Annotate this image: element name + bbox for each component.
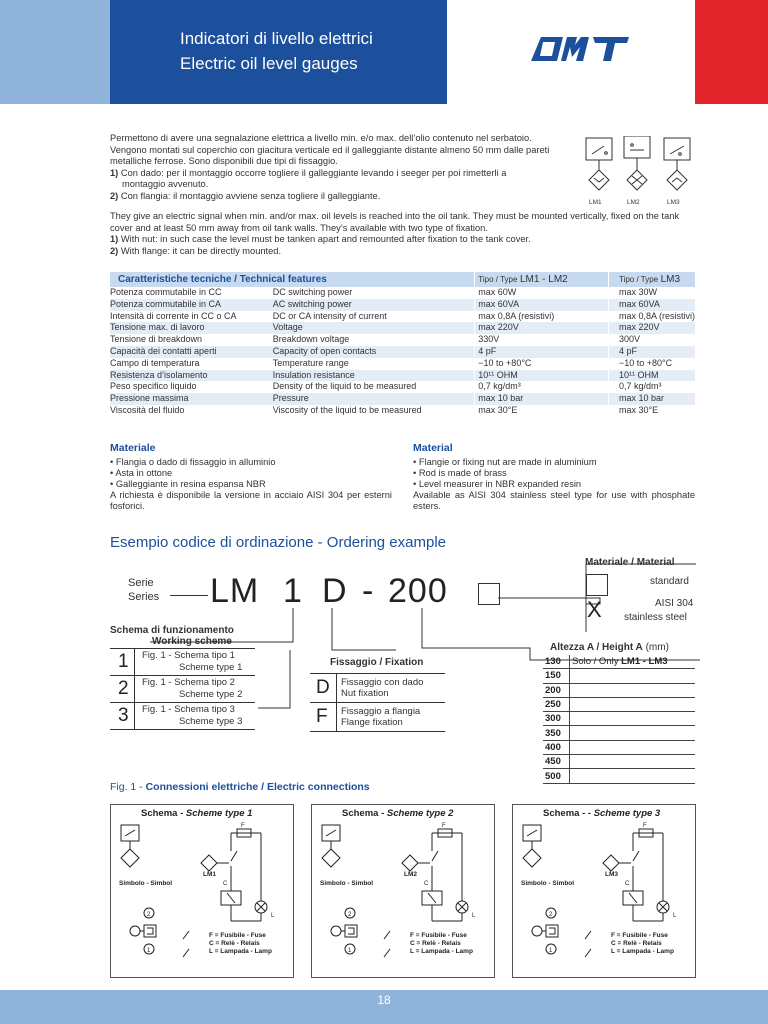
svg-text:2: 2: [549, 912, 553, 918]
features-cell-en: Voltage: [273, 322, 475, 334]
svg-text:F: F: [442, 823, 446, 829]
height-row: [543, 769, 695, 783]
panel-legend: [209, 932, 272, 956]
intro-text: [110, 133, 565, 203]
features-cell-en: AC switching power: [273, 299, 475, 311]
height-value: 300: [543, 712, 570, 726]
scheme-it: Fig. 1 - Schema tipo 3: [142, 704, 235, 715]
level-symbols-icon: [584, 136, 694, 208]
intro-it-1-num: 1): [110, 167, 119, 178]
features-cell-it: Capacità dei contatti aperti: [110, 346, 273, 358]
code-dash: -: [362, 572, 375, 610]
intro-en-2-text: With flange: it can be directly mounted.: [118, 245, 282, 256]
fixation-divider: [336, 703, 337, 731]
serie-label-it: Serie: [128, 577, 154, 589]
height-row: [543, 669, 695, 683]
code-lm: LM: [210, 572, 260, 610]
serie-label-en: Series: [128, 591, 160, 603]
features-cell-lm3: 10¹¹ OHM: [608, 370, 695, 382]
features-cell-lm3: max 30W: [608, 287, 695, 299]
features-cell-en: Capacity of open contacts: [273, 346, 475, 358]
height-note: [570, 683, 696, 697]
height-note: [570, 669, 696, 683]
features-cell-it: Potenza commutabile in CC: [110, 287, 222, 298]
svg-text:C: C: [223, 881, 228, 887]
panel-schema: Schema - -: [543, 808, 594, 819]
features-cell-en: Breakdown voltage: [272, 334, 350, 345]
height-heading-text: Altezza A / Height A: [550, 642, 643, 653]
intro-en: [110, 211, 695, 257]
features-cell-lm3: −10 to +80°C: [608, 358, 695, 370]
code-height: 200: [388, 572, 448, 610]
figure-prefix: Fig. 1 -: [110, 781, 146, 793]
height-value: 350: [543, 726, 570, 740]
svg-text:C: C: [424, 881, 429, 887]
intro-it-2: [110, 191, 565, 203]
height-unit: (mm): [645, 642, 669, 653]
features-cell-en: Temperature range: [272, 357, 349, 368]
svg-text:F: F: [643, 823, 647, 829]
features-cell-it: Resistenza d’isolamento: [110, 370, 273, 382]
intro-en-text: They give an electric signal when min. and/or max. oil levels is reached into the oil tank. They must be mounted vertically, fixed on the tank cover and at least 50 mm away from oil tank walls. They’s available with two type of fixation.: [110, 211, 680, 233]
features-cell-lm12: max 60W: [475, 287, 609, 299]
features-cell-en: Insulation resistance: [273, 370, 475, 382]
svg-text:1: 1: [348, 948, 352, 954]
material-standard-box: [586, 574, 608, 596]
features-cell-en: Density of the liquid to be measured: [272, 381, 417, 392]
height-heading: [550, 642, 669, 653]
material-standard-label: standard: [650, 576, 689, 587]
height-note: [570, 755, 696, 769]
height-value: 400: [543, 740, 570, 754]
features-cell-lm3: max 30°E: [608, 405, 695, 417]
intro-en-1-text: With nut: in such case the level must be tanken apart and remounted after fixation to the tank cover.: [118, 234, 531, 245]
height-note-pre: Solo / Only: [572, 656, 622, 668]
height-row: [543, 655, 695, 669]
features-cell-lm12: max 30°E: [475, 405, 609, 417]
panel-schema: Schema -: [141, 808, 186, 819]
panel-schema: Schema -: [342, 808, 387, 819]
intro-it-1b: montaggio avvenuto.: [122, 179, 209, 190]
height-note-bold: LM1 - LM3: [621, 656, 668, 668]
features-cell-lm3: 0,7 kg/dm³: [608, 381, 695, 393]
fixation-it: Fissaggio a flangia: [341, 706, 421, 717]
omt-logo: [527, 31, 645, 72]
intro-it-1-text: Con dado: per il montaggio occorre togliere il galleggiante levando i seeger per poi rimetterli a: [118, 167, 507, 178]
page-title: [180, 26, 373, 76]
legend-lamp: L = Lampada - Lamp: [209, 948, 272, 955]
materials-en-list: [413, 457, 695, 512]
col-lm3-header: [608, 272, 695, 287]
fixation-heading: Fissaggio / Fixation: [330, 657, 424, 668]
features-cell-it: Pressione massima: [110, 393, 273, 405]
intro-it-2-num: 2): [110, 190, 119, 201]
features-row: [110, 381, 695, 393]
figure-title-text: Connessioni elettriche / Electric connections: [145, 781, 370, 793]
scheme-row-1: [110, 648, 255, 675]
legend-fuse: F = Fusibile - Fuse: [410, 932, 467, 939]
materials-it-heading: Materiale: [110, 442, 156, 454]
scheme-num: 2: [118, 678, 129, 699]
fixation-en: Flange fixation: [341, 717, 403, 728]
scheme-row-3: [110, 702, 255, 730]
svg-text:1: 1: [147, 948, 151, 954]
svg-text:L: L: [271, 913, 275, 919]
intro-en-1-num: 1): [110, 234, 119, 245]
materials-it-item: • Asta in ottone: [110, 468, 173, 478]
height-value: 200: [543, 683, 570, 697]
panel-legend: [611, 932, 674, 956]
level-symbols: [584, 136, 694, 213]
intro-en-1: [110, 234, 695, 246]
height-note: [570, 726, 696, 740]
features-cell-lm3: 300V: [608, 334, 695, 346]
height-table-body: [543, 655, 695, 783]
height-row: [543, 683, 695, 697]
fixation-row-d: [310, 673, 445, 702]
height-value: 250: [543, 697, 570, 711]
materials-en-note: Available as AISI 304 stainless steel type for use with phosphate esters.: [413, 490, 695, 511]
height-row: [543, 697, 695, 711]
svg-text:F: F: [241, 823, 245, 829]
scheme-num: 3: [118, 705, 129, 726]
fixation-list: [310, 673, 445, 732]
features-cell-lm3: max 0,8A (resistivi): [608, 311, 695, 323]
legend-fuse: F = Fusibile - Fuse: [209, 932, 266, 939]
intro-en-2-num: 2): [110, 245, 119, 256]
panel-type: Scheme type 3: [593, 808, 661, 819]
features-row: [110, 311, 695, 323]
features-cell-en: DC or CA intensity of current: [272, 310, 387, 321]
fixation-it: Fissaggio con dado: [341, 677, 424, 688]
height-note: [570, 769, 696, 783]
height-value: 130: [543, 655, 570, 669]
panel-lm-label: LM2: [404, 871, 417, 878]
features-table-body: [110, 287, 695, 417]
col-lm3-label: LM3: [660, 273, 681, 285]
panel-type: Scheme type 2: [386, 808, 454, 819]
fixation-en: Nut fixation: [341, 688, 389, 699]
features-cell-lm3: max 10 bar: [608, 393, 695, 405]
legend-lamp: L = Lampada - Lamp: [410, 948, 473, 955]
features-cell-lm12: 10¹¹ OHM: [475, 370, 609, 382]
page-title-en: Electric oil level gauges: [180, 54, 358, 73]
omt-logo-icon: [527, 31, 645, 67]
height-value: 500: [543, 769, 570, 783]
code-scheme: 1: [283, 572, 303, 610]
intro-it-1: [110, 168, 565, 180]
features-cell-lm3: max 60VA: [608, 299, 695, 311]
scheme-divider: [134, 649, 135, 675]
height-note: [570, 697, 696, 711]
materials-en-item: • Level measurer in NBR expanded resin: [413, 479, 582, 489]
scheme-heading-en: Working scheme: [152, 636, 232, 647]
symbol-lm2-label: LM2: [627, 199, 640, 206]
height-row: [543, 712, 695, 726]
legend-relais: C = Relè - Relais: [611, 940, 662, 947]
materials-it: [110, 442, 392, 512]
panel-title: [141, 808, 252, 819]
features-cell-lm12: max 60VA: [475, 299, 609, 311]
materials-en-heading: Material: [413, 442, 453, 454]
features-cell-it: Intensità di corrente in CC o CA: [110, 310, 237, 321]
header-band-red: [695, 0, 768, 104]
materials-it-item: • Galleggiante in resina espansa NBR: [110, 479, 266, 489]
features-row: [110, 334, 695, 346]
material-x-code: X: [587, 597, 602, 622]
legend-relais: C = Relè - Relais: [209, 940, 260, 947]
header-band-left: [0, 0, 110, 104]
materials-it-note: A richiesta è disponibile la versione in acciaio AISI 304 per esterni fosforici.: [110, 490, 392, 511]
panel-lm-label: LM1: [203, 871, 216, 878]
materials-it-item: • Flangia o dado di fissaggio in alluminio: [110, 457, 276, 467]
scheme-en: Scheme type 1: [179, 662, 243, 673]
symbol-lm1-label: LM1: [589, 199, 602, 206]
features-row: [110, 322, 695, 334]
height-note: [570, 740, 696, 754]
legend-lamp: L = Lampada - Lamp: [611, 948, 674, 955]
scheme-en: Scheme type 2: [179, 689, 243, 700]
panel-legend: [410, 932, 473, 956]
features-cell-lm12: 4 pF: [475, 346, 609, 358]
features-cell-it: Tensione di breakdown: [110, 334, 203, 345]
features-row: [110, 299, 695, 311]
features-heading: Caratteristiche tecniche / Technical features: [110, 272, 475, 287]
col-lm12-label: LM1 - LM2: [519, 273, 568, 285]
features-cell-lm3: max 220V: [608, 322, 695, 334]
features-cell-it: Potenza commutabile in CA: [110, 299, 273, 311]
connection-panel-2: [311, 804, 495, 978]
scheme-it: Fig. 1 - Schema tipo 1: [142, 650, 235, 661]
legend-fuse: F = Fusibile - Fuse: [611, 932, 668, 939]
features-row: [110, 370, 695, 382]
materials-en: [413, 442, 695, 512]
features-cell-en: Viscosity of the liquid to be measured: [272, 405, 422, 416]
page-number: 18: [377, 993, 391, 1007]
features-row: [110, 346, 695, 358]
features-cell-lm12: 0,7 kg/dm³: [475, 381, 609, 393]
figure-title: [110, 781, 370, 793]
height-note: [570, 655, 696, 669]
features-cell-it: Tensione max. di lavoro: [110, 322, 273, 334]
scheme-en: Scheme type 3: [179, 716, 243, 727]
features-row: [110, 405, 695, 417]
svg-text:2: 2: [348, 912, 352, 918]
intro-it-2-text: Con flangia: il montaggio avviene senza togliere il galleggiante.: [118, 190, 381, 201]
intro-en-2: [110, 246, 695, 258]
type-label-2: Tipo / Type: [618, 274, 659, 284]
symbol-lm3-label: LM3: [667, 199, 680, 206]
scheme-divider: [134, 676, 135, 702]
panel-lm-label: LM3: [605, 871, 618, 878]
height-row: [543, 726, 695, 740]
fixation-divider: [336, 674, 337, 702]
materials-en-item: • Rod is made of brass: [413, 468, 507, 478]
height-value: 150: [543, 669, 570, 683]
material-aisi-label: AISI 304: [655, 598, 694, 609]
features-cell-lm12: max 220V: [475, 322, 609, 334]
features-cell-lm3: 4 pF: [608, 346, 695, 358]
features-cell-en: DC switching power: [272, 287, 353, 298]
features-row: [110, 358, 695, 370]
fixation-code: D: [316, 677, 330, 698]
simbolo-label: Simbolo - Simbol: [320, 880, 374, 887]
scheme-num: 1: [118, 651, 129, 672]
material-heading: Materiale / Material: [585, 557, 675, 568]
materials-it-list: [110, 457, 392, 512]
features-cell-lm12: max 10 bar: [475, 393, 609, 405]
svg-text:C: C: [625, 881, 630, 887]
panel-title: [543, 808, 660, 819]
simbolo-label: Simbolo - Simbol: [521, 880, 575, 887]
features-cell-it: Peso specifico liquido: [110, 381, 197, 392]
scheme-it: Fig. 1 - Schema tipo 2: [142, 677, 235, 688]
legend-relais: C = Relè - Relais: [410, 940, 461, 947]
col-lm12-header: [475, 272, 609, 287]
features-table-header: [110, 272, 695, 287]
scheme-row-2: [110, 675, 255, 702]
scheme-heading-it: Schema di funzionamento: [110, 625, 234, 636]
height-value: 450: [543, 755, 570, 769]
connection-panel-3: [512, 804, 696, 978]
height-table: [543, 655, 695, 784]
features-cell-lm12: −10 to +80°C: [475, 358, 609, 370]
simbolo-label: Simbolo - Simbol: [119, 880, 173, 887]
material-stainless-label: stainless steel: [624, 612, 687, 623]
height-row: [543, 755, 695, 769]
height-row: [543, 740, 695, 754]
features-row: [110, 287, 695, 299]
features-cell-lm12: 330V: [475, 334, 609, 346]
type-label-1: Tipo / Type: [478, 274, 518, 284]
svg-text:L: L: [673, 913, 677, 919]
panel-title: [342, 808, 453, 819]
features-table: [110, 272, 695, 417]
features-cell-en: Pressure: [273, 393, 475, 405]
features-cell-lm12: max 0,8A (resistivi): [475, 311, 609, 323]
code-fixation: D: [322, 572, 348, 610]
fixation-row-f: [310, 702, 445, 732]
page-title-it: Indicatori di livello elettrici: [180, 29, 373, 48]
fixation-code: F: [316, 706, 328, 727]
features-row: [110, 393, 695, 405]
height-note: [570, 712, 696, 726]
connection-panel-1: [110, 804, 294, 978]
panel-type: Scheme type 1: [185, 808, 253, 819]
features-cell-it: Viscosità del fluido: [110, 405, 185, 416]
features-cell-it: Campo di temperatura: [110, 357, 200, 368]
svg-text:L: L: [472, 913, 476, 919]
ordering-title: Esempio codice di ordinazione - Ordering example: [110, 534, 447, 551]
scheme-divider: [134, 703, 135, 729]
intro-it: Permettono di avere una segnalazione elettrica a livello min. e/o max. dell’olio contenuto nel serbatoio. Vengono montati sul coperchio con giacitura verticale ed il galleggiante distante almeno 50 mm dalle pareti metalliche ferrose. Sono disponibili due tipi di fissaggio.: [110, 133, 550, 167]
logo-text: OMT: [527, 31, 530, 32]
svg-text:1: 1: [549, 948, 553, 954]
materials-en-item: • Flangie or fixing nut are made in aluminium: [413, 457, 597, 467]
svg-text:2: 2: [147, 912, 151, 918]
scheme-list: [110, 648, 255, 730]
